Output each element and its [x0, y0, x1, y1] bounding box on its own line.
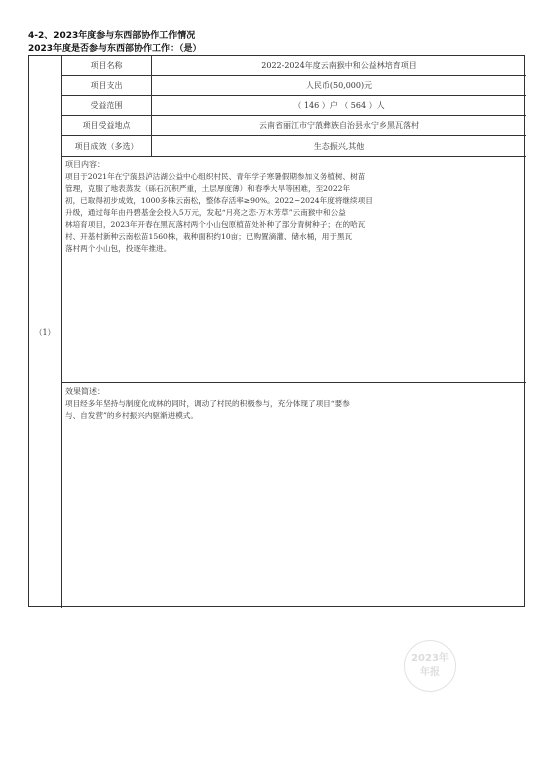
effect-body: [65, 398, 521, 422]
row-divider: [61, 382, 526, 383]
row-divider: [61, 156, 526, 157]
label-beneficiary-scope: 受益范围: [90, 101, 123, 110]
value-project-outcomes: 生态振兴,其他: [313, 141, 365, 151]
content-line: 管理，克服了地表蒸发（砾石沉积严重，土层厚度薄）和春季大旱等困难，至2022年: [65, 184, 351, 193]
content-line: 初，已取得初步成效，1000多株云南松，整体存活率≥90%。2022~2024年度将继续项目: [65, 196, 373, 205]
label-beneficiary-location: 项目受益地点: [82, 121, 131, 130]
label-project-expense: 项目支出: [90, 81, 123, 90]
label-project-name: 项目名称: [90, 61, 123, 70]
section-heading: 4-2、2023年度参与东西部协作工作情况: [28, 31, 196, 41]
row-index: （1）: [34, 327, 56, 337]
effect-line: 项目经多年坚持与制度化成林的同时，调动了村民的积极参与，充分体现了项目“要参: [65, 399, 350, 408]
content-line: 升级，通过每年由丹碧基金会投入5万元，发起“月亮之恋·万木芳草”云南猴中和公益: [65, 208, 346, 217]
content-line: 项目于2021年在宁蒗县泸沽湖公益中心组织村民、青年学子寒暑假期参加义务植树、树苗: [65, 172, 366, 181]
content-title: 项目内容：: [65, 160, 105, 169]
value-beneficiary-scope: （ 146 ）户 （ 564 ）人: [293, 101, 385, 110]
question-line: 2023年度是否参与东西部协作工作：（是）: [28, 44, 202, 54]
label-project-outcomes: 项目成效（多选）: [74, 141, 139, 151]
watermark-label: 年报: [420, 667, 440, 678]
content-body: [65, 171, 521, 255]
report-table: [28, 55, 525, 607]
annual-report-watermark: [404, 640, 456, 692]
content-line: 林培育项目，2023年开春在黑瓦落村两个小山包原植苗处补种了部分青树种子；在的哈瓦: [65, 220, 366, 229]
value-project-expense: 人民币(50,000)元: [305, 81, 373, 90]
value-beneficiary-location: 云南省丽江市宁蒗彝族自治县永宁乡黑瓦落村: [259, 121, 419, 130]
content-line: 村、开基村新种云南松苗1560株，栽种面积约10亩；已购置滴灌、储水桶，用于黑瓦: [65, 232, 353, 241]
watermark-year: 2023年: [411, 653, 449, 664]
value-project-name: 2022-2024年度云南猴中和公益林培育项目: [261, 61, 417, 70]
content-line: 落村两个小山包，投逐年推进。: [65, 244, 172, 253]
effect-line: 与、自发营”的乡村振兴内驱渐进模式。: [65, 411, 198, 420]
effect-title: 效果简述：: [65, 387, 105, 396]
